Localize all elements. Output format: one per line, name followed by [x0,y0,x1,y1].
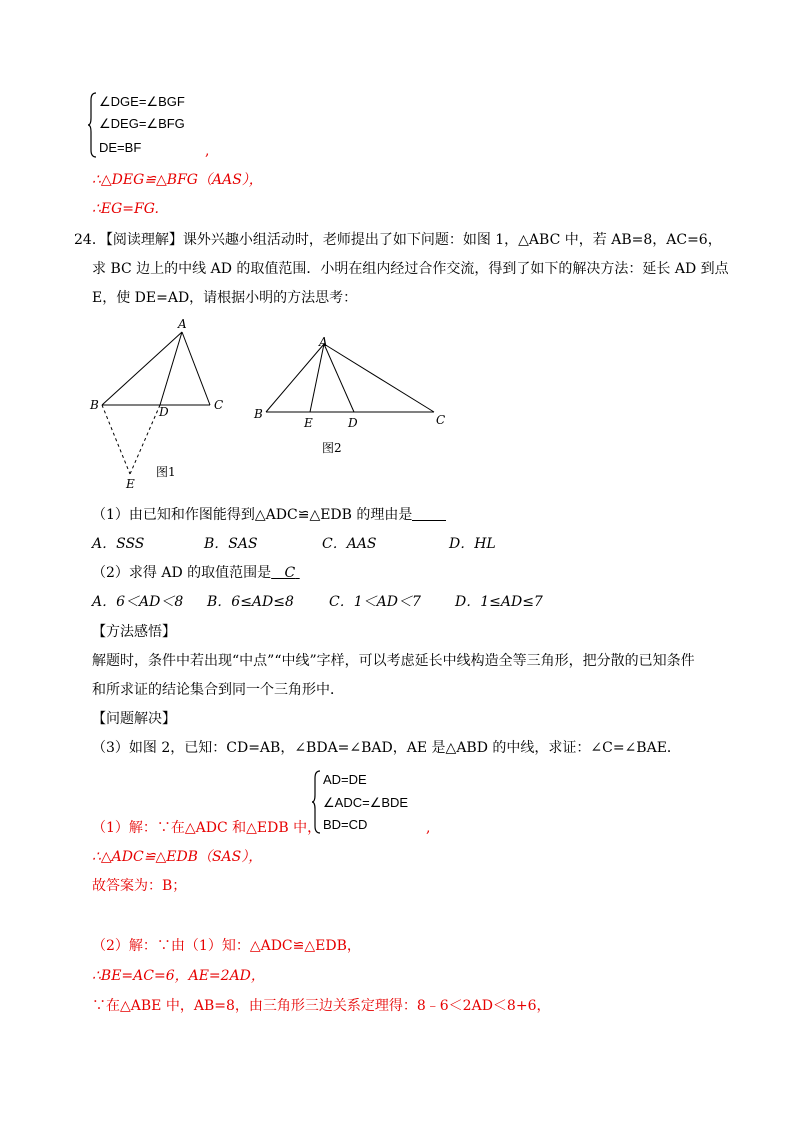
conclusion-line: ∴△DEG≌△BFG（AAS）， [92,172,263,188]
vertex-label-d: D [348,416,358,430]
answer-blank [412,506,446,521]
vertex-label-c: C [214,398,224,412]
vertex-label-a: A [319,335,328,349]
vertex-label-e: E [304,416,313,430]
answer-1-line: （1）解：∵在△ADC 和△EDB 中， [92,820,322,836]
equation-trail: , [205,143,210,159]
equation-row: BD=CD [323,817,368,832]
answer-2-line: （2）解：∵由（1）知：△ADC≌△EDB， [92,938,361,954]
equation-row: ∠DGE=∠BGF [99,94,185,109]
option-d: D．HL [449,536,496,552]
part-3-question: （3）如图 2，已知：CD=AB，∠BDA=∠BAD，AE 是△ABD 的中线，求证：∠C=∠BAE． [92,740,681,756]
option-c: C．AAS [322,536,377,552]
figure-1 [80,312,260,496]
segment-ab [266,344,324,412]
option-d: D．1≤AD≤7 [455,594,543,610]
method-title: 【方法感悟】 [92,624,176,640]
option-a: A．SSS [92,536,145,552]
part-1-text: （1）由已知和作图能得到△ADC≌△EDB 的理由是 [92,507,413,523]
figure-caption: 图2 [322,441,342,455]
option-b: B．SAS [204,536,258,552]
vertex-label-c: C [436,413,446,427]
equation-row: ∠DEG=∠BFG [99,116,185,131]
option-a: A．6＜AD＜8 [92,594,184,610]
option-c: C．1＜AD＜7 [329,594,421,610]
question-24-line: 24．【阅读理解】课外兴趣小组活动时，老师提出了如下问题：如图 1，△ABC 中，若 AB=8，AC=6， [74,232,722,248]
segment-ab [102,332,182,405]
segment-be [102,405,130,474]
segment-de [130,405,160,474]
answer-2-line: ∵在△ABE 中，AB=8，由三角形三边关系定理得：8﹣6＜2AD＜8+6， [92,998,551,1014]
figure-2 [246,330,456,460]
segment-ac [182,332,210,405]
method-line: 解题时，条件中若出现“中点”“中线”字样，可以考虑延长中线构造全等三角形，把分散的已知条件 [92,653,695,669]
part-2-answer: C [284,565,296,581]
brace-icon [88,92,98,158]
answer-1-line: 故答案为：B； [92,878,187,894]
answer-1-line: ∴△ADC≌△EDB（SAS）， [92,849,263,865]
segment-ad [324,344,354,412]
question-24-line: 求 BC 边上的中线 AD 的取值范围．小明在组内经过合作交流，得到了如下的解决方法：延长 AD 到点 [92,261,729,277]
segment-ad [160,332,182,405]
vertex-label-b: B [90,398,99,412]
vertex-label-d: D [159,405,169,419]
segment-ac [324,344,434,412]
method-line: 和所求证的结论集合到同一个三角形中． [92,682,344,698]
equation-trail: , [426,820,431,836]
vertex-label-a: A [178,317,187,331]
segment-ae [310,344,324,412]
equation-row: AD=DE [323,772,367,787]
equation-row: ∠ADC=∠BDE [323,795,409,810]
part-1-question [92,505,446,525]
figure-caption: 图1 [156,465,176,479]
conclusion-line: ∴EG=FG. [92,201,159,217]
part-2-question [92,563,300,583]
vertex-label-e: E [126,477,135,491]
solve-title: 【问题解决】 [92,711,176,727]
option-b: B．6≤AD≤8 [207,594,294,610]
vertex-label-b: B [254,407,263,421]
equation-row: DE=BF [99,140,142,155]
part-2-text: （2）求得 AD 的取值范围是 [92,565,272,581]
answer-2-line: ∴BE=AC=6，AE=2AD， [92,968,265,984]
question-24-line: E，使 DE=AD，请根据小明的方法思考： [92,290,358,306]
